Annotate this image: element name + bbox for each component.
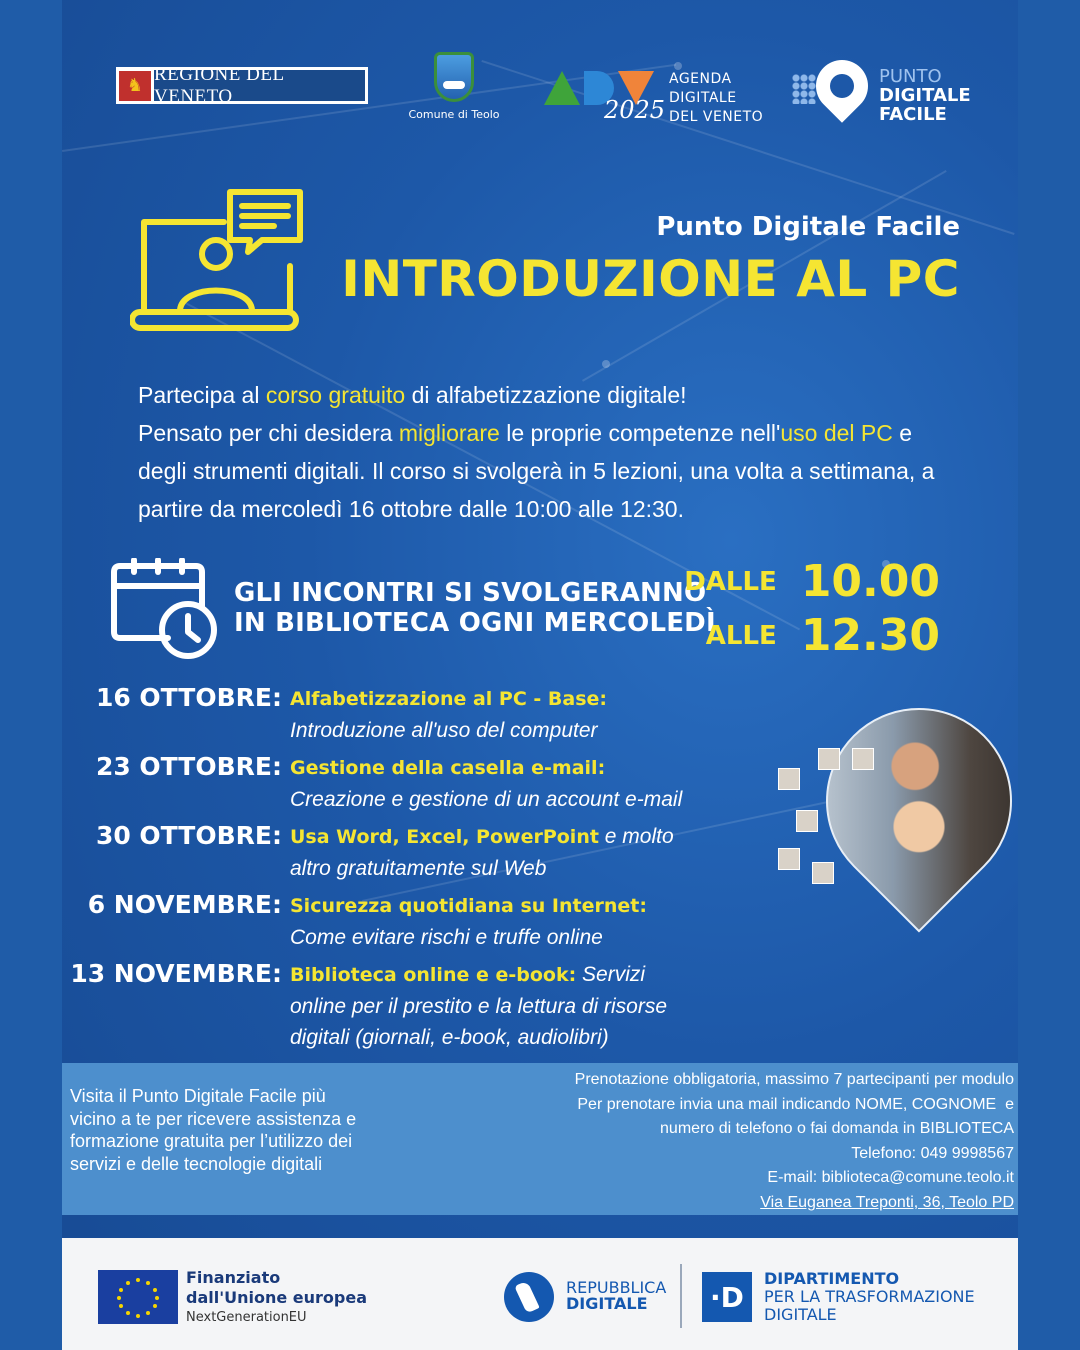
eu-line: NextGenerationEU: [186, 1310, 307, 1325]
program-date: 30 OTTOBRE:: [95, 821, 282, 850]
location-pin-icon: [805, 49, 879, 123]
dtd-line: DIPARTIMENTO: [764, 1269, 900, 1288]
rd-line: REPUBBLICA: [566, 1278, 667, 1297]
program-title: Alfabetizzazione al PC - Base:: [290, 688, 608, 710]
intro-text: di alfabetizzazione digitale!: [405, 382, 687, 408]
coat-of-arms-icon: [434, 52, 474, 102]
comune-teolo-logo: [402, 52, 506, 121]
dtd-line: PER LA TRASFORMAZIONE: [764, 1287, 975, 1306]
program-title: Usa Word, Excel, PowerPoint: [290, 826, 599, 848]
pixel-square: [796, 810, 818, 832]
intro-text: le proprie competenze nell': [499, 420, 781, 446]
adv-a-shape: [544, 71, 580, 105]
program-title: Gestione della casella e-mail:: [290, 757, 606, 779]
program-description: [290, 680, 702, 746]
program-title: Sicurezza quotidiana su Internet:: [290, 895, 647, 917]
program-item: [62, 749, 702, 815]
program-item: [62, 818, 702, 884]
adv-line: DIGITALE: [669, 90, 737, 106]
network-dot: [602, 360, 610, 368]
eu-line: dall'Unione europea: [186, 1288, 368, 1307]
repubblica-digitale-logo: [566, 1280, 666, 1312]
program-item: [62, 680, 702, 746]
program-description: [290, 749, 702, 815]
intro-text: Pensato per chi desidera: [138, 420, 399, 446]
program-date: 13 NOVEMBRE:: [70, 959, 282, 988]
video-call-laptop-icon: [130, 188, 306, 338]
pixel-square: [852, 748, 874, 770]
pdf-line: PUNTO: [879, 66, 942, 87]
adv-text: [669, 70, 763, 127]
footer-logos: [62, 1238, 1018, 1350]
program-detail: Servizi online per il prestito e la lettura di risorse digitali (giornali, e-book, audiolibri): [290, 963, 668, 1049]
dtd-line: DIGITALE: [764, 1305, 837, 1324]
adv-year: 2025: [604, 96, 666, 124]
schedule-text: [234, 578, 716, 638]
program-detail: Come evitare rischi e truffe online: [290, 926, 603, 949]
program-description: [290, 818, 702, 884]
program-detail: Introduzione all'uso del computer: [290, 719, 598, 742]
dtd-logo-mark: ·D: [702, 1272, 752, 1322]
regione-logo-text: REGIONE DEL VENETO: [154, 70, 365, 101]
eu-flag-icon: [98, 1270, 178, 1324]
info-band: [62, 1063, 1018, 1215]
booking-line: numero di telefono o fai domanda in BIBLIOTECA: [660, 1120, 1014, 1138]
adv-line: DEL VENETO: [669, 109, 764, 125]
lion-crest-icon: ♞: [119, 71, 151, 101]
info-left-text: Visita il Punto Digitale Facile più vicino a te per ricevere assistenza e formazione gratuita per l’utilizzo dei servizi e delle tecnologie digitali: [70, 1086, 357, 1174]
program-detail: Creazione e gestione di un account e-mail: [290, 788, 683, 811]
booking-line: Per prenotare invia una mail indicando NOME, COGNOME e: [577, 1095, 1014, 1113]
schedule-line: IN BIBLIOTECA OGNI MERCOLEDÌ: [234, 608, 716, 638]
footer-separator: [680, 1264, 682, 1328]
schedule-line: GLI INCONTRI SI SVOLGERANNO: [234, 578, 707, 608]
pixel-square: [778, 768, 800, 790]
pdf-logo-text: [879, 67, 971, 124]
adv-line: AGENDA: [669, 71, 732, 87]
program-list: [62, 680, 702, 1056]
pixel-square: [812, 862, 834, 884]
agenda-digitale-logo: [544, 68, 784, 128]
time-from-value: 10.00: [800, 556, 940, 607]
regione-veneto-logo: [116, 63, 368, 107]
program-detail: e molto altro gratuitamente sul Web: [290, 825, 674, 880]
program-item: [62, 956, 702, 1053]
time-to-label: ALLE: [705, 620, 777, 651]
pixel-dots-icon: [792, 74, 816, 104]
email-line[interactable]: E-mail: biblioteca@comune.teolo.it: [767, 1169, 1014, 1187]
intro-text: e degli strumenti digitali. Il corso si svolgerà in 5 lezioni, una volta a settimana, a partire da mercoledì 16 ottobre dalle 10:00 alle 12:30.: [138, 420, 935, 522]
calendar-clock-icon: [110, 558, 220, 662]
dipartimento-logo: [764, 1270, 975, 1324]
program-date: 16 OTTOBRE:: [95, 683, 282, 712]
program-date: 6 NOVEMBRE:: [87, 890, 282, 919]
photo-pin-shape: [787, 669, 1018, 932]
rd-line: DIGITALE: [566, 1294, 648, 1313]
time-to: [706, 610, 940, 661]
intro-highlight: uso del PC: [780, 420, 893, 446]
comune-logo-text: Comune di Teolo: [408, 108, 500, 121]
eu-funding-text: [186, 1268, 367, 1328]
address-link[interactable]: Via Euganea Treponti, 36, Teolo PD: [760, 1193, 1014, 1211]
program-item: [62, 887, 702, 953]
intro-highlight: migliorare: [398, 420, 500, 446]
pixel-square: [818, 748, 840, 770]
program-description: [290, 956, 702, 1053]
pdf-line: FACILE: [879, 104, 947, 125]
poster: [62, 0, 1018, 1350]
eu-line: Finanziato: [186, 1268, 281, 1287]
pdf-line: DIGITALE: [879, 85, 971, 106]
couple-photo: [778, 700, 1018, 970]
time-from: [684, 556, 940, 607]
intro-highlight: corso gratuito: [265, 382, 406, 408]
booking-info: [575, 1068, 1014, 1216]
intro-paragraph: [138, 376, 958, 528]
time-from-label: DALLE: [684, 566, 777, 597]
intro-text: Partecipa al: [138, 382, 266, 408]
punto-digitale-facile-logo: [792, 60, 992, 132]
hero-title: INTRODUZIONE AL PC: [341, 250, 960, 308]
program-description: [290, 887, 702, 953]
pixel-square: [778, 848, 800, 870]
program-date: 23 OTTOBRE:: [95, 752, 282, 781]
time-to-value: 12.30: [800, 610, 940, 661]
hero-subtitle: Punto Digitale Facile: [656, 212, 960, 242]
italy-map-icon: [504, 1272, 554, 1322]
phone-line: Telefono: 049 9998567: [851, 1144, 1014, 1162]
booking-line: Prenotazione obbligatoria, massimo 7 partecipanti per modulo: [574, 1071, 1014, 1088]
program-title: Biblioteca online e e-book:: [290, 964, 577, 986]
